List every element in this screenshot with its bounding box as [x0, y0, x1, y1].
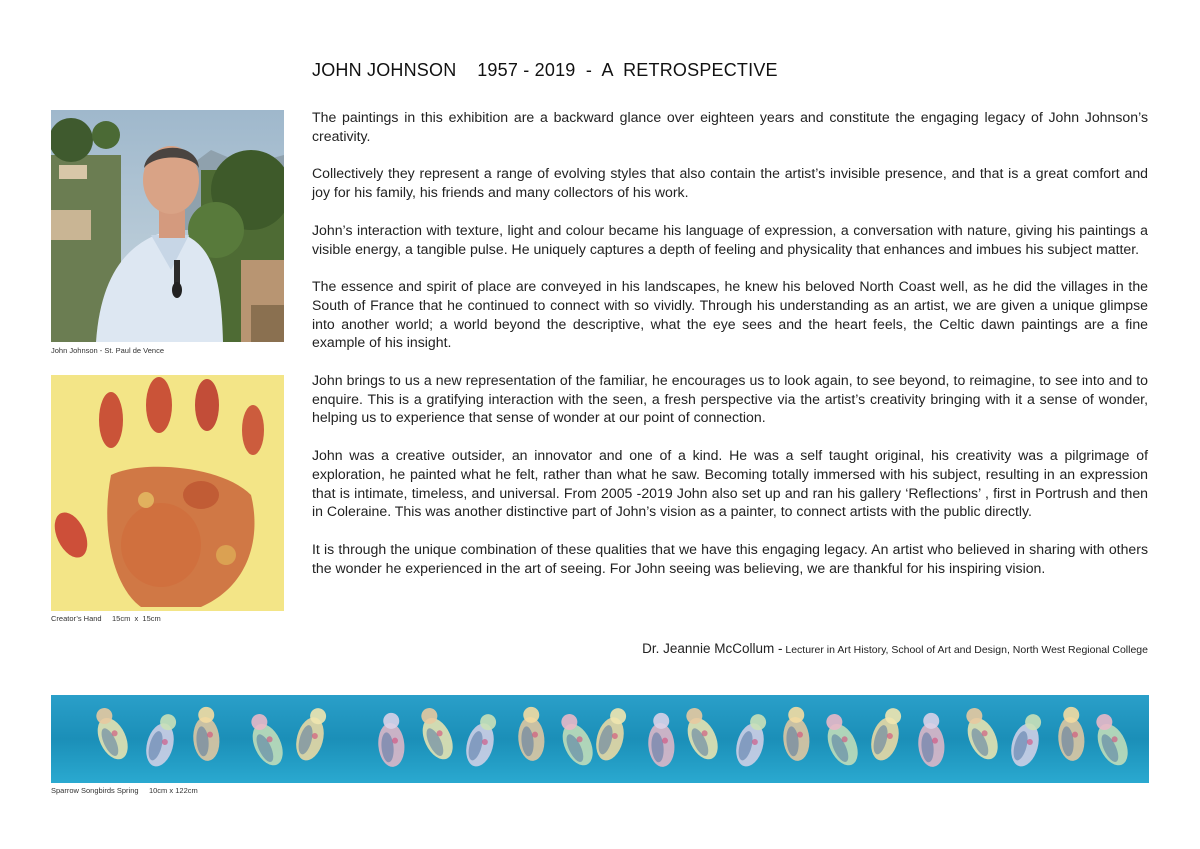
- portrait-caption: John Johnson - St. Paul de Vence: [51, 346, 164, 355]
- author-affiliation: Lecturer in Art History, School of Art and Design, North West Regional College: [782, 644, 1148, 656]
- paragraph: It is through the unique combination of these qualities that we have this engaging legacy. An artist who believed in sharing with others the wonder he experienced in the art of seeing. For John seeing was believing, we are thankful for his inspiring vision.: [312, 540, 1148, 576]
- essay-body: [312, 108, 1148, 596]
- artist-portrait-photo: [51, 110, 284, 342]
- author-name: Dr. Jeannie McCollum -: [642, 641, 783, 656]
- paragraph: The essence and spirit of place are conveyed in his landscapes, he knew his beloved North Coast well, as he did the villages in the South of France that he continued to connect with so vividly. Through his understanding as an artist, we are given a unique glimpse into another world; a world beyond the descriptive, what the eye sees and the heart feels, the Celtic dawn paintings are a fine example of his insight.: [312, 278, 1148, 351]
- paragraph: Collectively they represent a range of evolving styles that also contain the artist’s invisible presence, and that is a great comfort and joy for his family, his friends and many collectors of his work.: [312, 165, 1148, 201]
- page-title: JOHN JOHNSON 1957 - 2019 - A RETROSPECTIVE: [312, 60, 778, 80]
- paragraph: John was a creative outsider, an innovator and one of a kind. He was a self taught original, his creativity was a pilgrimage of exploration, he painted what he felt, rather than what he saw. Becoming totally immersed with his subject, resulting in an expression that is intimate, timeless, and universal. From 2005 -2019 John also set up and ran his gallery ‘Reflections’ , first in Portrush and then in Coleraine. This was another distinctive part of John’s vision as a painter, to connect artists with the public directly.: [312, 447, 1148, 520]
- banner-caption: Sparrow Songbirds Spring 10cm x 122cm: [51, 786, 198, 795]
- paragraph: John’s interaction with texture, light and colour became his language of expression, a conversation with nature, giving his paintings a visible energy, a tangible pulse. He uniquely captures a depth of feeling and physicality that enhances and imbues his subject matter.: [312, 221, 1148, 257]
- author-signature: [642, 641, 1148, 656]
- paragraph: The paintings in this exhibition are a backward glance over eighteen years and constitute the engaging legacy of John Johnson’s creativity.: [312, 109, 1148, 144]
- sparrow-songbirds-painting: [51, 695, 1149, 783]
- paragraph: John brings to us a new representation of the familiar, he encourages us to look again, to see beyond, to reimagine, to see into and to enquire. This is a gratifying interaction with the seen, a fresh perspective via the artist’s creativity bringing with it a sense of wonder, helping us to experience that sense of wonder at our point of connection.: [312, 372, 1148, 426]
- hand-caption: Creator’s Hand 15cm x 15cm: [51, 614, 161, 623]
- creators-hand-painting: [51, 375, 284, 611]
